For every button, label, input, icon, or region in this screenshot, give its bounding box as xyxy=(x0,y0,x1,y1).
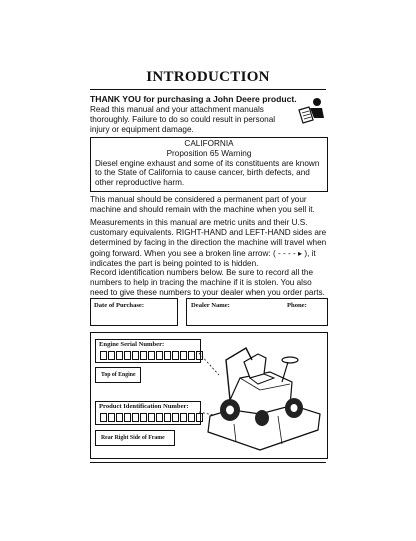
date-of-purchase-field[interactable] xyxy=(90,298,178,326)
warning-heading: CALIFORNIA xyxy=(184,139,234,148)
dealer-name-field[interactable] xyxy=(186,298,328,326)
permanent-part-text: This manual should be considered a permanent part of your machine and should remain with the machine when you sell it. xyxy=(90,195,315,215)
date-of-purchase-label: Date of Purchase: xyxy=(94,302,145,309)
dealer-name-label: Dealer Name: xyxy=(191,302,230,309)
bottom-rule xyxy=(90,462,326,463)
read-manual-text: Read this manual and your attachment manuals thoroughly. Failure to do so could result in personal injury or equipment damage. xyxy=(90,105,276,135)
product-id-label: Product Identification Number: xyxy=(99,403,189,410)
page-title: INTRODUCTION xyxy=(146,69,270,85)
top-of-engine-label: Top of Engine xyxy=(101,372,136,378)
title-rule xyxy=(90,89,326,90)
warning-subheading: Proposition 65 Warning xyxy=(166,148,252,158)
phone-label: Phone: xyxy=(287,302,307,309)
record-ids-text: Record identification numbers below. Be sure to record all the numbers to help in tracing the machine if it is stolen. You also need to give these numbers to your dealer when you order parts. xyxy=(90,268,325,298)
warning-body: Diesel engine exhaust and some of its constituents are known to the State of California to cause cancer, birth defects, and other reproductive harm. xyxy=(95,158,320,188)
engine-serial-label: Engine Serial Number: xyxy=(99,341,165,348)
measurements-text: Measurements in this manual are metric units and their U.S. customary equivalents. RIGHT-HAND and LEFT-HAND sides are determined by facing in the direction the machine will travel when going forward. When you see a broken line arrow: ( - - - - ▸ ), it indicates the part is being pointed to is hidden. xyxy=(90,218,327,268)
mower-illustration xyxy=(200,338,324,452)
rear-right-frame-label: Rear Right Side of Frame xyxy=(101,435,165,441)
prop65-warning-box xyxy=(90,137,328,192)
thank-you-line: THANK YOU for purchasing a John Deere product. xyxy=(90,94,297,104)
reader-icon xyxy=(296,96,326,126)
